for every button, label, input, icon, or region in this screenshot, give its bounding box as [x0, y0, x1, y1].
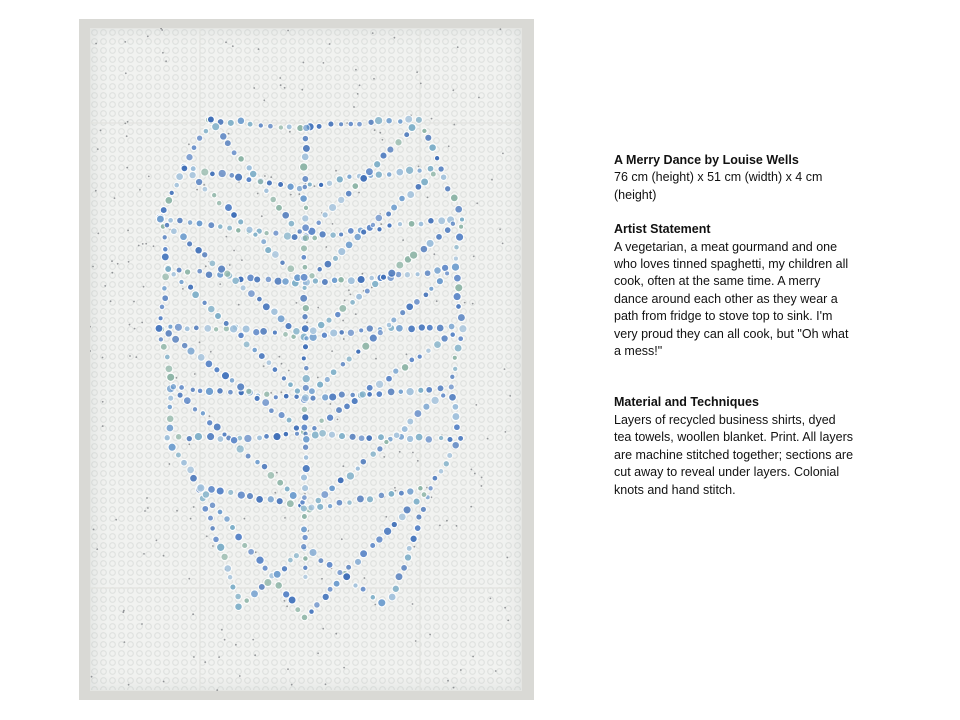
- artist-statement-heading: Artist Statement: [614, 222, 711, 237]
- artwork-title: A Merry Dance by Louise Wells: [614, 153, 799, 167]
- artwork-dimensions: 76 cm (height) x 51 cm (width) x 4 cm (height): [614, 170, 823, 202]
- caption-panel: [614, 152, 854, 499]
- artwork-image: [90, 28, 522, 691]
- materials-heading: Material and Techniques: [614, 395, 759, 410]
- artist-statement-text: A vegetarian, a meat gourmand and one who loves tinned spaghetti, my children all cook, often at the same time. A merry dance around each other as they wear a path from fridge to stove top to sink. I'm very proud they can all cook, but "Oh what a mess!": [614, 239, 849, 359]
- artwork-pattern: [90, 28, 522, 691]
- materials-text: Layers of recycled business shirts, dyed tea towels, woollen blanket. Print. All layers are machine stitched together; sections are cut away to reveal under layers. Colonial knots and hand stitch.: [614, 412, 854, 497]
